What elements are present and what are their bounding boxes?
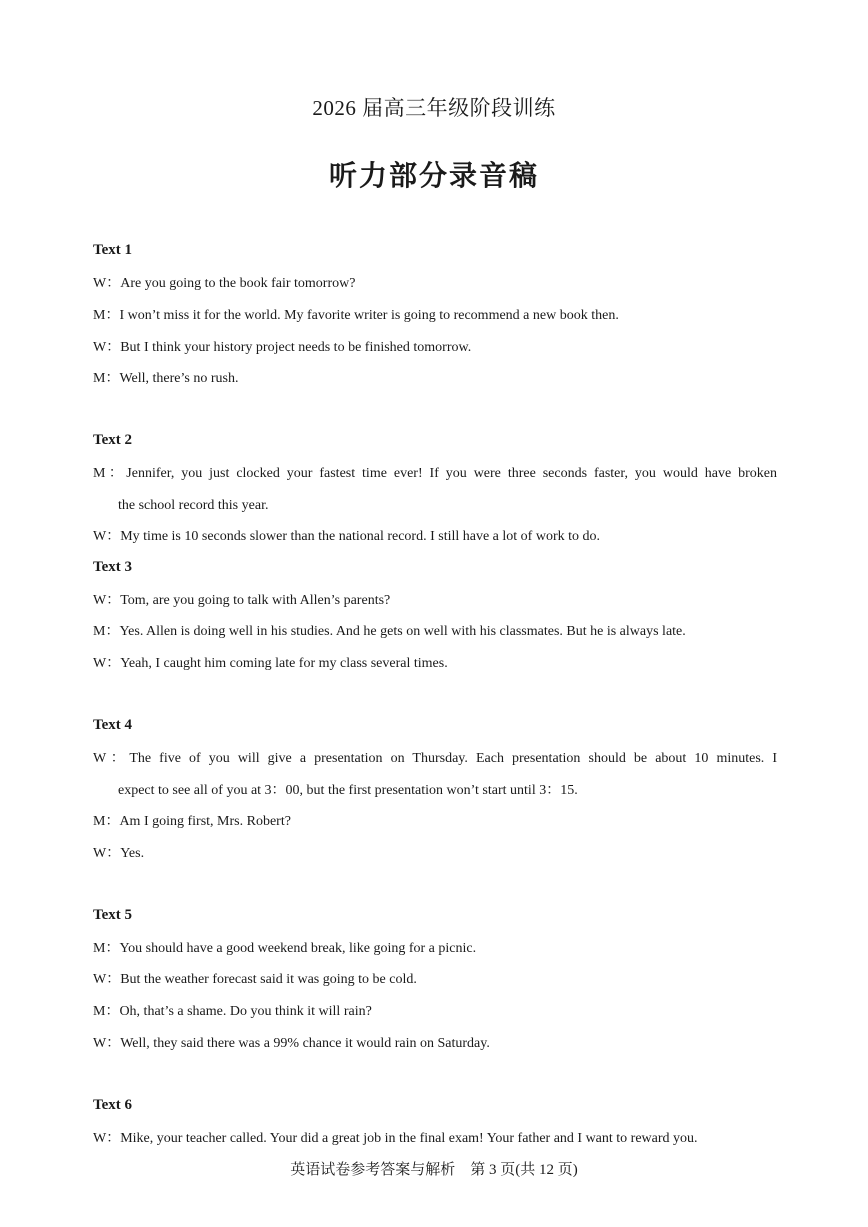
dialogue-line: W：Yes.	[93, 846, 145, 861]
dialogue-line: M：Oh, that’s a shame. Do you think it will rain?	[93, 1004, 372, 1019]
text-1-label: Text 1	[93, 242, 133, 258]
text-4-label: Text 4	[93, 717, 133, 733]
dialogue-line: W：Tom, are you going to talk with Allen’s parents?	[93, 593, 391, 608]
text-6-label: Text 6	[93, 1097, 133, 1113]
dialogue-line: M：Yes. Allen is doing well in his studies. And he gets on well with his classmates. But he is always late.	[93, 624, 686, 639]
dialogue-line: W：Well, they said there was a 99% chance it would rain on Saturday.	[93, 1036, 490, 1051]
dialogue-line: W：But the weather forecast said it was going to be cold.	[93, 972, 417, 987]
text-3-label: Text 3	[93, 559, 133, 575]
dialogue-line: M：Am I going first, Mrs. Robert?	[93, 814, 291, 829]
dialogue-line: W：The five of you will give a presentation on Thursday. Each presentation should be about 10 minutes. I	[93, 751, 777, 766]
dialogue-line: M：Jennifer, you just clocked your fastest time ever! If you were three seconds faster, you would have broken	[93, 466, 777, 481]
dialogue-line: M：Well, there’s no rush.	[93, 371, 239, 386]
exam-header: 2026 届高三年级阶段训练	[312, 96, 556, 120]
dialogue-line-continued: the school record this year.	[118, 498, 269, 513]
dialogue-line: M：I won’t miss it for the world. My favorite writer is going to recommend a new book then.	[93, 308, 619, 323]
dialogue-line: W：But I think your history project needs to be finished tomorrow.	[93, 340, 472, 355]
dialogue-line: W：Mike, your teacher called. Your did a great job in the final exam! Your father and I want to reward you.	[93, 1131, 698, 1146]
dialogue-line: W：My time is 10 seconds slower than the national record. I still have a lot of work to do.	[93, 529, 601, 544]
dialogue-line-continued: expect to see all of you at 3：00, but the first presentation won’t start until 3：15.	[118, 783, 578, 798]
text-2-label: Text 2	[93, 432, 133, 448]
dialogue-line: W：Yeah, I caught him coming late for my class several times.	[93, 656, 448, 671]
text-5-label: Text 5	[93, 907, 133, 923]
dialogue-line: M：You should have a good weekend break, like going for a picnic.	[93, 941, 477, 956]
page-title: 听力部分录音稿	[328, 159, 539, 192]
dialogue-line: W：Are you going to the book fair tomorrow?	[93, 276, 356, 291]
page-footer: 英语试卷参考答案与解析 第 3 页(共 12 页)	[290, 1162, 578, 1178]
